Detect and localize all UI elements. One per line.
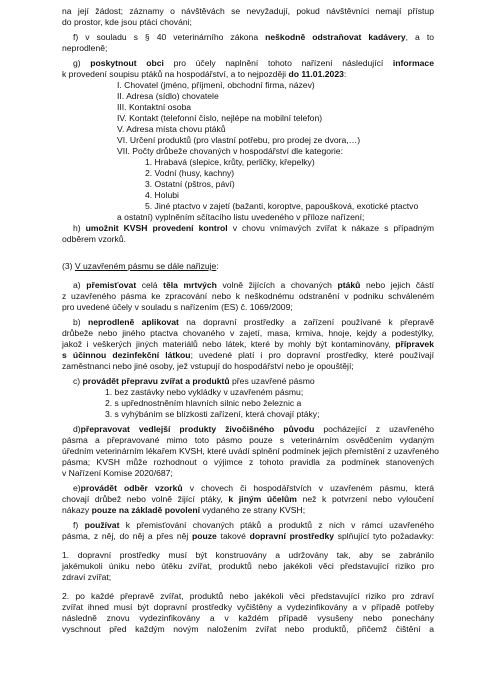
text-line <box>62 624 434 635</box>
text-line <box>62 350 434 361</box>
text-run: v chovu vnímavých zvířat k nákaze s případným <box>227 223 434 233</box>
text-run: b) <box>73 317 88 327</box>
bold-text: pouze na základě povolení <box>91 505 201 515</box>
text-run: na její žádost; záznamy o návštěvách se nevyžadují, pokud návštěvníci nemají přístup <box>62 6 434 16</box>
bold-text: používat <box>84 520 120 530</box>
text-run: pásma a přepravované mimo toto pásmo pouze s veterinárním osvědčením vydaným <box>62 435 434 445</box>
text-run: f) v souladu s § 40 veterinárního zákona <box>73 32 266 42</box>
text-line <box>73 376 315 387</box>
text-run: následně znovu vydezinfikovány a v každém případě vysušeny nebo ponechány <box>62 613 434 623</box>
text-run: f) <box>73 520 85 530</box>
bold-text: poskytnout obci <box>90 58 164 68</box>
text-run: vyschnout před každým novým naložením zvířat nebo produktů, přičemž čištění a <box>62 624 434 634</box>
text-run: pro účely naplnění tohoto nařízení následující <box>163 58 393 68</box>
text-line <box>62 17 192 28</box>
text-line <box>62 69 346 80</box>
text-line <box>62 291 434 302</box>
text-run: III. Kontaktní osoba <box>117 102 192 112</box>
text-run: pásma, z něj, do něj a přes něj <box>62 531 193 541</box>
list-item <box>105 398 301 409</box>
bold-text: přemisťovat <box>86 280 137 290</box>
text-run: , a to <box>405 32 434 42</box>
text-run: 1. dopravní prostředky musí být konstruovány a udržovány tak, aby se zabránilo <box>62 550 434 560</box>
text-run: volně žijících a chovaných <box>216 280 338 290</box>
bold-text: přípravek <box>395 339 434 349</box>
text-run: a ostatní) vyplněním sčítacího listu uvedeného v příloze nařízení; <box>117 212 365 222</box>
text-line <box>73 317 434 328</box>
list-item <box>145 201 418 212</box>
text-line <box>73 424 434 435</box>
text-run: e) <box>73 483 81 493</box>
text-line <box>73 223 434 234</box>
text-run: nákazy <box>62 505 92 515</box>
text-line <box>73 280 434 291</box>
list-item <box>145 168 234 179</box>
text-line <box>62 505 305 516</box>
text-line <box>62 561 434 572</box>
text-line <box>62 468 173 479</box>
bold-text: pouze <box>192 531 217 541</box>
text-line <box>73 520 434 531</box>
text-line <box>62 591 434 602</box>
text-line <box>62 43 107 54</box>
text-run: vydaného ze strany KVSH; <box>200 505 306 515</box>
text-run: 1. bez zastávky nebo vykládky v uzavřeném pásmu; <box>105 387 304 397</box>
text-run: 2. Vodní (husy, kachny) <box>145 168 235 178</box>
bold-text: s účinnou dezinfekční látkou <box>62 350 191 360</box>
text-line <box>73 483 434 494</box>
text-run: 1. Hrabavá (slepice, krůty, perličky, křepelky) <box>145 157 315 167</box>
text-run: VI. Určení produktů (pro vlastní potřebu, pro prodej ze dvora,…) <box>117 135 361 145</box>
list-item <box>145 190 179 201</box>
text-run: chovají drůbež nebo volně žijící ptáky, <box>62 494 229 504</box>
text-run: odběrem vzorků. <box>62 234 127 244</box>
bold-text: provádět přepravu zvířat a produktů <box>82 376 230 386</box>
text-run: k provedení soupisu ptáků na hospodářství, a to nejpozději <box>62 69 289 79</box>
text-line <box>62 328 434 339</box>
text-run: takové <box>216 531 250 541</box>
bold-text: do 11.01.2023 <box>288 69 344 79</box>
text-run: z uzavřeného pásma ke zpracování nebo k neškodnému odstranění v podniku schváleném <box>62 291 434 301</box>
text-run: neprodleně; <box>62 43 108 53</box>
text-run: pro uvedené účely v souladu s nařízením (ES) č. 1069/2009; <box>62 302 293 312</box>
text-line <box>62 435 434 446</box>
text-line <box>62 446 439 457</box>
text-run: zaměstnanci nebo jiné osoby, jež vstupují do hospodářství nebo je opouštějí; <box>62 361 354 371</box>
text-run: drůbeže nebo jiného ptactva chovaného v zajetí, masa, krmiva, hnoje, kejdy a podestýlky, <box>62 328 434 338</box>
bold-text: těla mrtvých <box>163 280 217 290</box>
text-run: splňující tyto požadavky: <box>334 531 434 541</box>
text-run: ; uvedené platí i pro dopravní prostředky, které používají <box>190 350 434 360</box>
text-line <box>62 613 434 624</box>
list-item <box>117 91 219 102</box>
text-run: h) <box>73 223 86 233</box>
text-line <box>62 531 434 542</box>
text-run: IV. Kontakt (telefonní číslo, nejlépe na mobilní telefon) <box>117 113 323 123</box>
text-run: v chovech či hospodářstvích v uzavřeném pásmu, která <box>182 483 434 493</box>
text-run: (3) <box>62 261 75 271</box>
text-run: VII. Počty drůbeže chovaných v hospodářství dle kategorie: <box>117 146 343 156</box>
list-item <box>105 387 303 398</box>
text-run: k přemisťování chovaných ptáků a produktů z nich v rámci uzavřeného <box>119 520 435 530</box>
text-run: úředním veterinárním lékařem KVSH, které uvádí splnění podmínek jejich přemístění z uzavřeného <box>62 446 439 456</box>
text-run: V. Adresa místa chovu ptáků <box>117 124 226 134</box>
text-line <box>62 602 434 613</box>
text-run: d) <box>73 424 81 434</box>
bold-text: provádět odběr vzorků <box>80 483 183 493</box>
text-run: : <box>343 69 347 79</box>
text-run: na dopravní prostředky a zařízení používané k přepravě <box>178 317 434 327</box>
text-run: jakémukoli úniku nebo útěku zvířat, produktů nebo jakékoli věci představující riziko pro <box>62 561 434 571</box>
list-item <box>145 157 315 168</box>
text-run: zvířat ihned musí být dopravní prostředky vyčištěny a vydezinfikovány a v případě potřeby <box>62 602 434 612</box>
text-run: nebo jejich částí <box>360 280 434 290</box>
list-item <box>117 102 191 113</box>
bold-text: přepravovat vedlejší produkty živočišného původu <box>80 424 315 434</box>
text-run: než k potvrzení nebo vyloučení <box>296 494 434 504</box>
text-run: 5. Jiné ptactvo v zajetí (bažanti, koroptve, papoušková, exotické ptactvo <box>145 201 419 211</box>
text-line <box>62 550 434 561</box>
text-run: 4. Holubi <box>145 190 179 200</box>
list-item <box>117 146 343 157</box>
text-line <box>62 6 434 17</box>
text-run: 3. s vyhýbáním se blízkosti zařízení, která chovají ptáky; <box>105 409 320 419</box>
text-run: a) <box>73 280 87 290</box>
bold-text: umožnit KVSH provedení kontrol <box>85 223 228 233</box>
underlined-text: V uzavřeném pásmu se dále nařizuje <box>74 261 217 271</box>
section-heading <box>62 261 219 272</box>
list-item <box>117 113 322 124</box>
text-run: g) <box>73 58 91 68</box>
text-run: do prostor, kde jsou ptáci chováni; <box>62 17 192 27</box>
text-run: 2. po každé přepravě zvířat, produktů nebo jakékoli věci představující riziko pro zdraví <box>62 591 434 601</box>
text-run: : <box>216 261 219 271</box>
text-line <box>62 457 434 468</box>
text-run: přes uzavřené pásmo <box>229 376 315 386</box>
text-run: pocházející z uzavřeného <box>314 424 435 434</box>
list-item <box>117 124 226 135</box>
list-item <box>105 409 319 420</box>
list-item <box>145 179 235 190</box>
bold-text: neprodleně aplikovat <box>87 317 179 327</box>
text-run: 2. s upřednostněním hlavních silnic nebo železnic a <box>105 398 302 408</box>
text-run: jakož i veškerých jiných materiálů nebo látek, které by mohly být kontaminovány, <box>62 339 396 349</box>
text-line <box>73 58 434 69</box>
list-item <box>117 135 360 146</box>
text-run: zdraví zvířat; <box>62 572 112 582</box>
text-line <box>62 494 434 505</box>
bold-text: dopravní prostředky <box>249 531 335 541</box>
bold-text: k jiným účelům <box>228 494 297 504</box>
text-run: c) <box>73 376 83 386</box>
text-run: I. Chovatel (jméno, příjmení, obchodní firma, název) <box>117 80 315 90</box>
bold-text: ptáků <box>337 280 361 290</box>
text-line <box>62 339 434 350</box>
text-run: II. Adresa (sídlo) chovatele <box>117 91 219 101</box>
text-run: celá <box>136 280 164 290</box>
text-line <box>62 572 111 583</box>
list-item <box>117 80 315 91</box>
text-run: 3. Ostatní (pštros, páví) <box>145 179 235 189</box>
text-run: v Nařízení Komise 2020/687; <box>62 468 173 478</box>
text-line <box>62 361 354 372</box>
text-line <box>62 234 126 245</box>
bold-text: neškodně odstraňovat kadávery <box>265 32 406 42</box>
text-line <box>62 302 293 313</box>
list-item <box>117 212 364 223</box>
bold-text: informace <box>392 58 434 68</box>
text-line <box>73 32 434 43</box>
text-run: pásma; KVSH může rozhodnout o výjimce z tohoto pravidla za podmínek stanovených <box>62 457 434 467</box>
